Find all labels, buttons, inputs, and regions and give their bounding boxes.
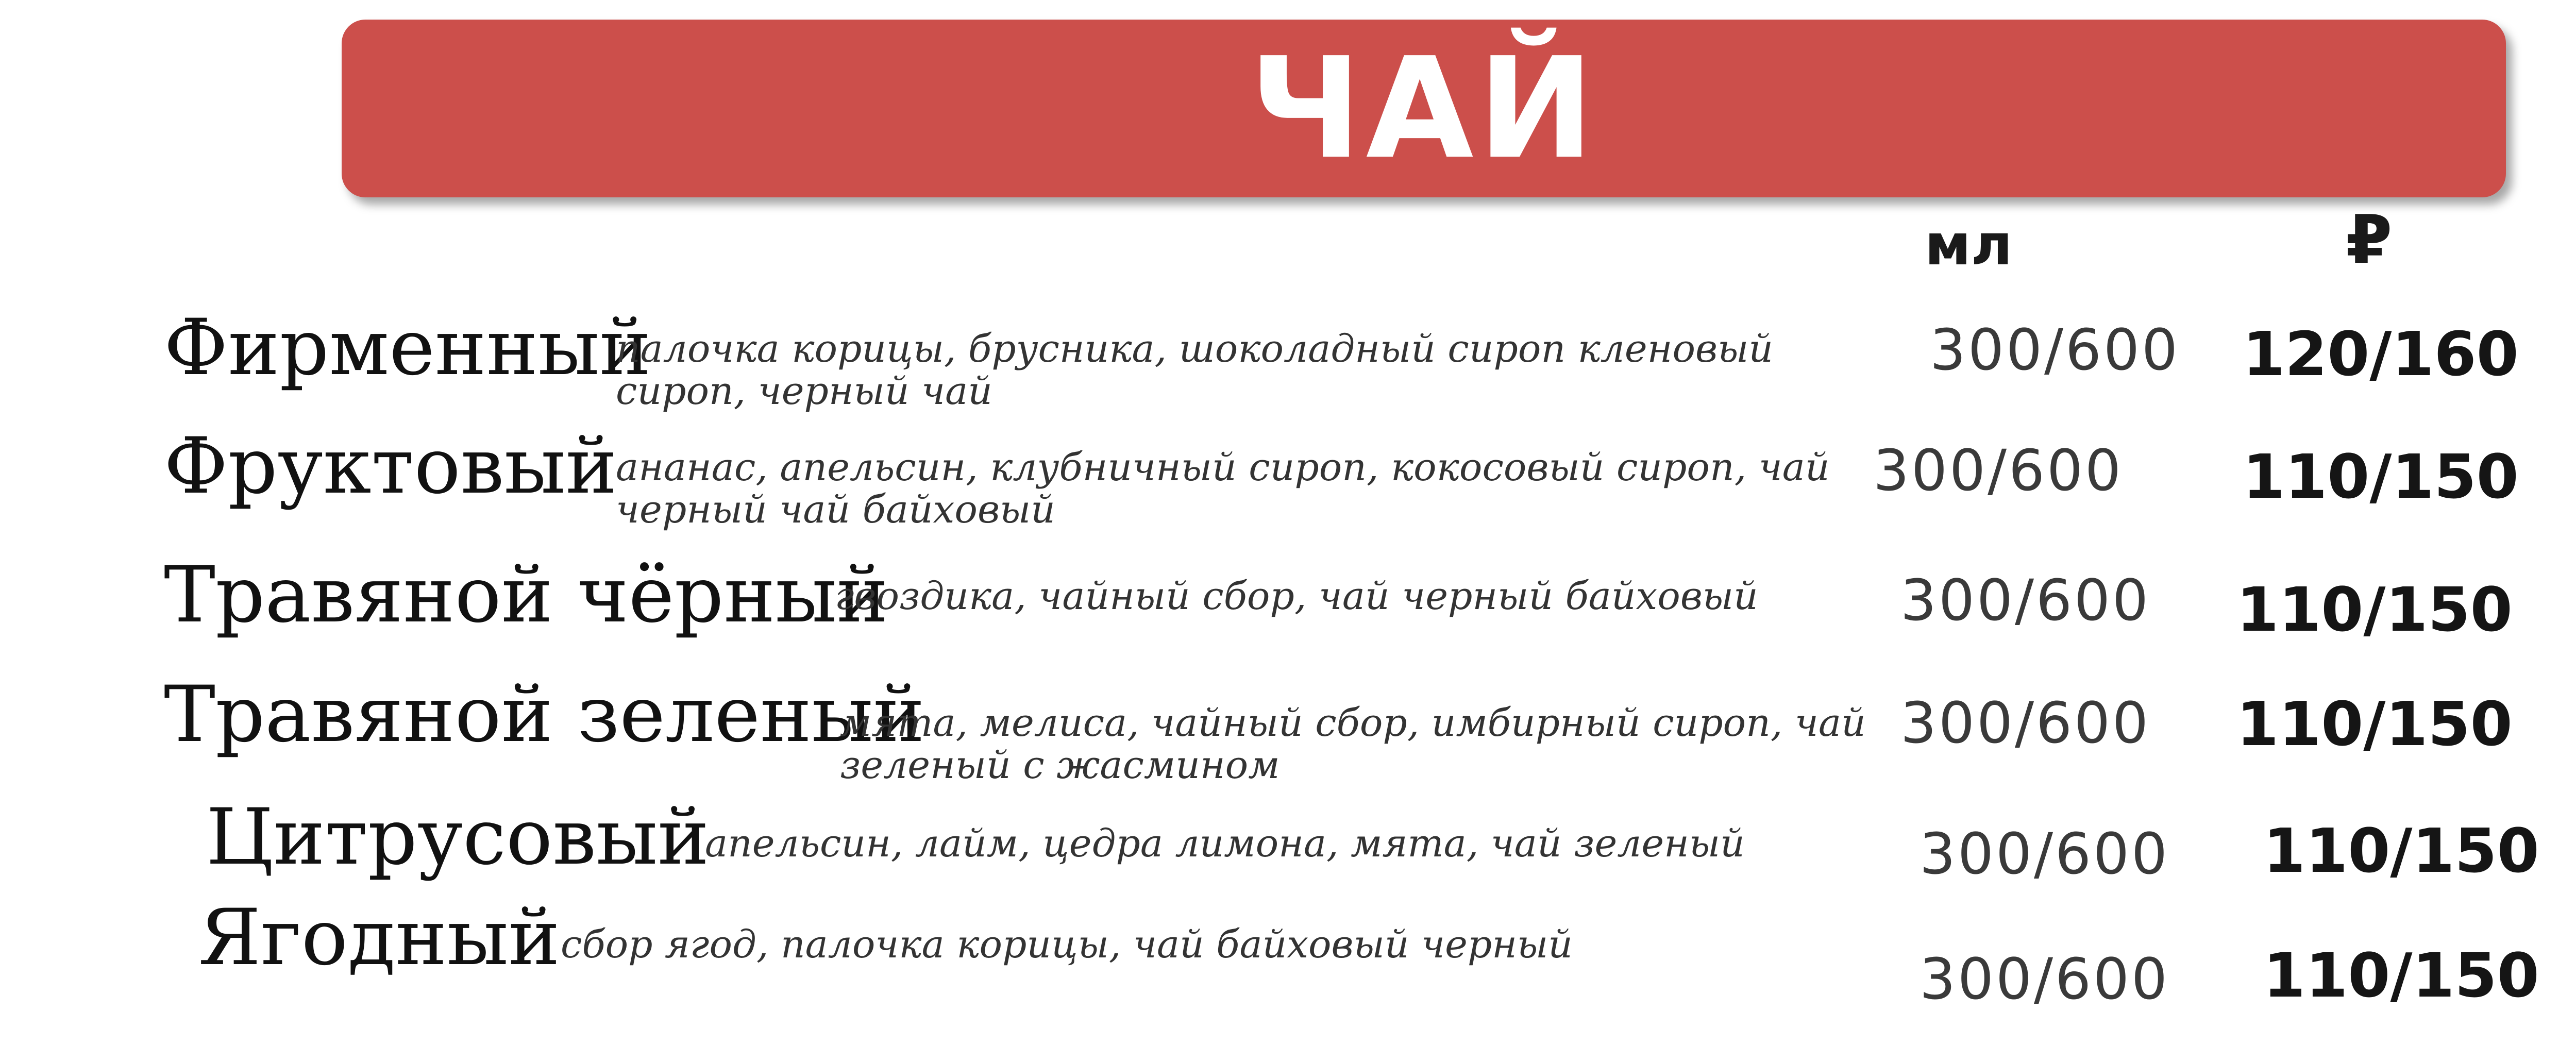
item-price: 110/150 (2236, 688, 2513, 760)
page-title: ЧАЙ (1249, 27, 1598, 190)
item-volume: 300/600 (1900, 690, 2150, 756)
item-price: 110/150 (2243, 441, 2519, 512)
item-volume: 300/600 (1900, 567, 2150, 633)
item-name: Травяной зеленый (164, 670, 925, 760)
item-description: палочка корицы, брусника, шоколадный сироп кленовый сироп, черный чай (616, 327, 1774, 413)
item-description: сбор ягод, палочка корицы, чай байховый черный (561, 922, 1573, 967)
item-volume: 300/600 (1920, 821, 2169, 887)
item-name: Травяной чёрный (164, 550, 888, 640)
item-name: Цитрусовый (206, 793, 710, 882)
item-volume: 300/600 (1930, 317, 2180, 383)
volume-column-header: мл (1925, 212, 2013, 278)
item-name: Ягодный (198, 893, 560, 983)
title-banner (342, 20, 2506, 197)
price-column-header: ₽ (2346, 200, 2393, 279)
item-price: 120/160 (2243, 318, 2519, 390)
item-description: мята, мелиса, чайный сбор, имбирный сироп, чай зеленый с жасмином (840, 701, 1866, 787)
item-description: гвоздика, чайный сбор, чай черный байховый (835, 574, 1758, 618)
item-name: Фруктовый (164, 422, 617, 511)
item-price: 110/150 (2263, 940, 2539, 1011)
item-volume: 300/600 (1873, 437, 2123, 503)
item-price: 110/150 (2236, 574, 2513, 645)
item-price: 110/150 (2263, 815, 2539, 886)
item-description: ананас, апельсин, клубничный сироп, кокосовый сироп, чай черный чай байховый (616, 445, 1830, 532)
item-name: Фирменный (164, 303, 651, 393)
item-description: апельсин, лайм, цедра лимона, мята, чай зеленый (705, 821, 1745, 866)
item-volume: 300/600 (1920, 946, 2169, 1012)
